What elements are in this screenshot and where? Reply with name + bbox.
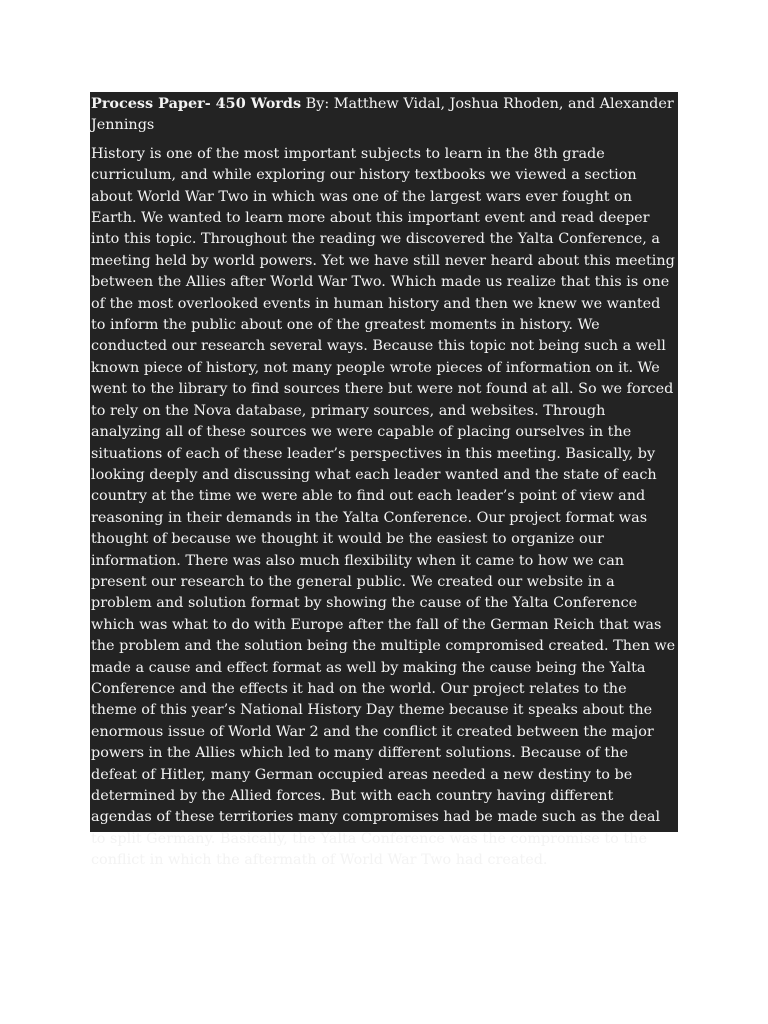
process-paper-block [90,92,678,869]
author-byline: By: Matthew Vidal, Joshua Rhoden, and Alexander Jennings [91,96,674,134]
paper-title: Process Paper- 450 Words [91,95,302,112]
heading-line [91,92,676,137]
paper-body: History is one of the most important subjects to learn in the 8th grade curriculum, and while exploring our history textbooks we viewed a section about World War Two in which was one of the largest wars ever fought on Earth. We wanted to learn more about this important event and read deeper into this topic. Throughout the reading we discovered the Yalta Conference, a meeting held by world powers. Yet we have still never heard about this meeting between the Allies after World War Two. Which made us realize that this is one of the most overlooked events in human history and then we knew we wanted to inform the public about one of the greatest moments in history. We conducted our research several ways. Because this topic not being such a well known piece of history, not many people wrote pieces of information on it. We went to the library to find sources there but were not found at all. So we forced to rely on the Nova database, primary sources, and websites. Through analyzing all of these sources we were capable of placing ourselves in the situations of each of these leader’s perspectives in this meeting. Basically, by looking deeply and discussing what each leader wanted and the state of each country at the time we were able to find out each leader’s point of view and reasoning in their demands in the Yalta Conference. Our project format was thought of because we thought it would be the easiest to organize our information. There was also much flexibility when it came to how we can present our research to the general public. We created our website in a problem and solution format by showing the cause of the Yalta Conference which was what to do with Europe after the fall of the German Reich that was the problem and the solution being the multiple compromised created. Then we made a cause and effect format as well by making the cause being the Yalta Conference and the effects it had on the world. Our project relates to the theme of this year’s National History Day theme because it speaks about the enormous issue of World War 2 and the conflict it created between the major powers in the Allies which led to many different solutions. Because of the defeat of Hitler, many German occupied areas needed a new destiny to be determined by the Allied forces. But with each country having different agendas of these territories many compromises had be made such as the deal to split Germany. Basically, the Yalta Conference was the compromise to the conflict in which the aftermath of World War Two had created. [91,145,676,869]
